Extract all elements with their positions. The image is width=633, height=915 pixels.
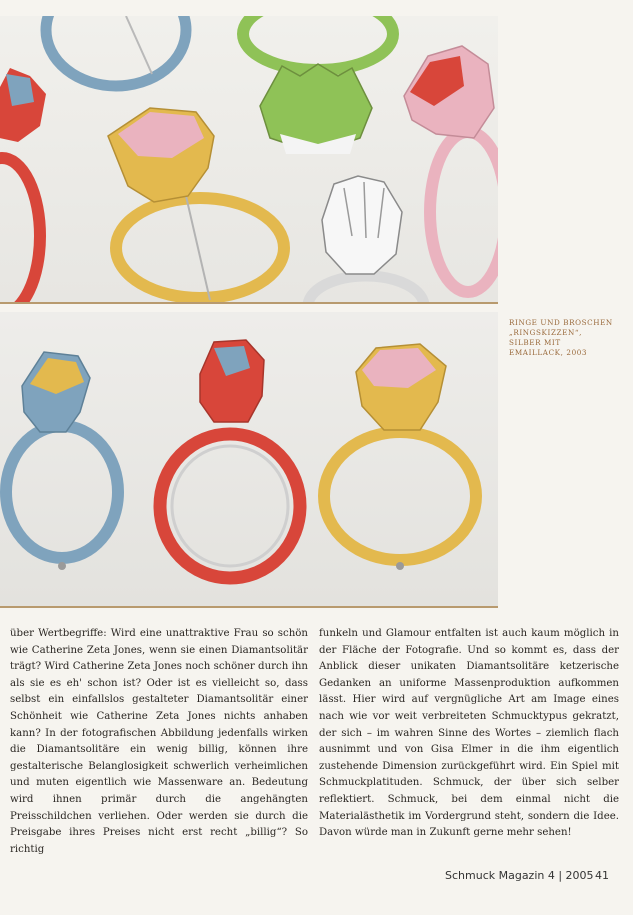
red-ring-brooch [0,68,46,302]
page-number: 41 [595,869,609,882]
photo-caption [509,318,627,358]
body-paragraph-right: funkeln und Glamour entfalten ist auch kaum möglich in der Fläche der Fotografie. Und so kommt es, dass der Anblick dieser unikaten Diamantsolitäre ketzerische Gedanken an uniforme Massenproduktion aufkommen lässt. Hier wird auf vergnügliche Art am Image eines nach wie vor weit verbreiteten Schmucktypus gekratzt, der sich – im wahren Sinne des Wortes – ziemlich flach ausnimmt und von Gisa Elmer in die ihm eigentlich zustehende Dimension zurückgeführt wird. Ein Spiel mit Schmuckplatituden. Schmuck, der über sich selber reflektiert. Schmuck, bei dem einmal nicht die Materialästhetik im Vordergrund steht, sondern die Idee. Davon würde man in Zukunft gerne mehr sehen! [319,628,619,839]
footer-magazine-issue: Schmuck Magazin 4 | 2005 [445,869,594,882]
caption-line: EMAILLACK, 2003 [509,348,588,357]
pink-ring-brooch [404,46,498,292]
body-paragraph-left: über Wertbegriffe: Wird eine unattraktive Frau so schön wie Catherine Zeta Jones, wenn sie einen Diamantsolitär trägt? Wird Catherine Zeta Jones noch schöner durch ihn als sie es eh' schon ist? Oder ist es vielleicht so, dass selbst ein einfallslos gestalteter Diamantsolitär einer Schönheit wie Catherine Zeta Jones nichts anhaben kann? In der fotografischen Abbildung jedenfalls wirken die Diamantsolitäre ein wenig billig, können ihre gestalterische Belanglosigkeit schwerlich verheimlichen und muten eigentlich wie Massenware an. Bedeutung wird ihnen primär durch die angehängten Preisschildchen verliehen. Oder werden sie durch die Preisgabe ihres Preises nicht erst recht „billig“? So richtig [10,628,308,855]
photo-rings-bottom [0,312,498,608]
caption-line: RINGE UND BROSCHEN [509,318,613,327]
silver-ring-brooch [308,176,424,302]
caption-line: „RINGSKIZZEN“, [509,328,583,337]
blue-ring-yellow-stone [6,352,118,570]
green-ring-brooch [243,16,393,154]
red-ring-blue-stone [160,340,300,578]
photo-rings-top [0,16,498,304]
yellow-ring-pink-stone [324,344,476,570]
yellow-ring-brooch [108,108,284,300]
blue-ring-brooch [46,16,186,86]
body-column-right [319,626,619,842]
caption-line: SILBER MIT [509,338,561,347]
body-column-left [10,626,308,858]
